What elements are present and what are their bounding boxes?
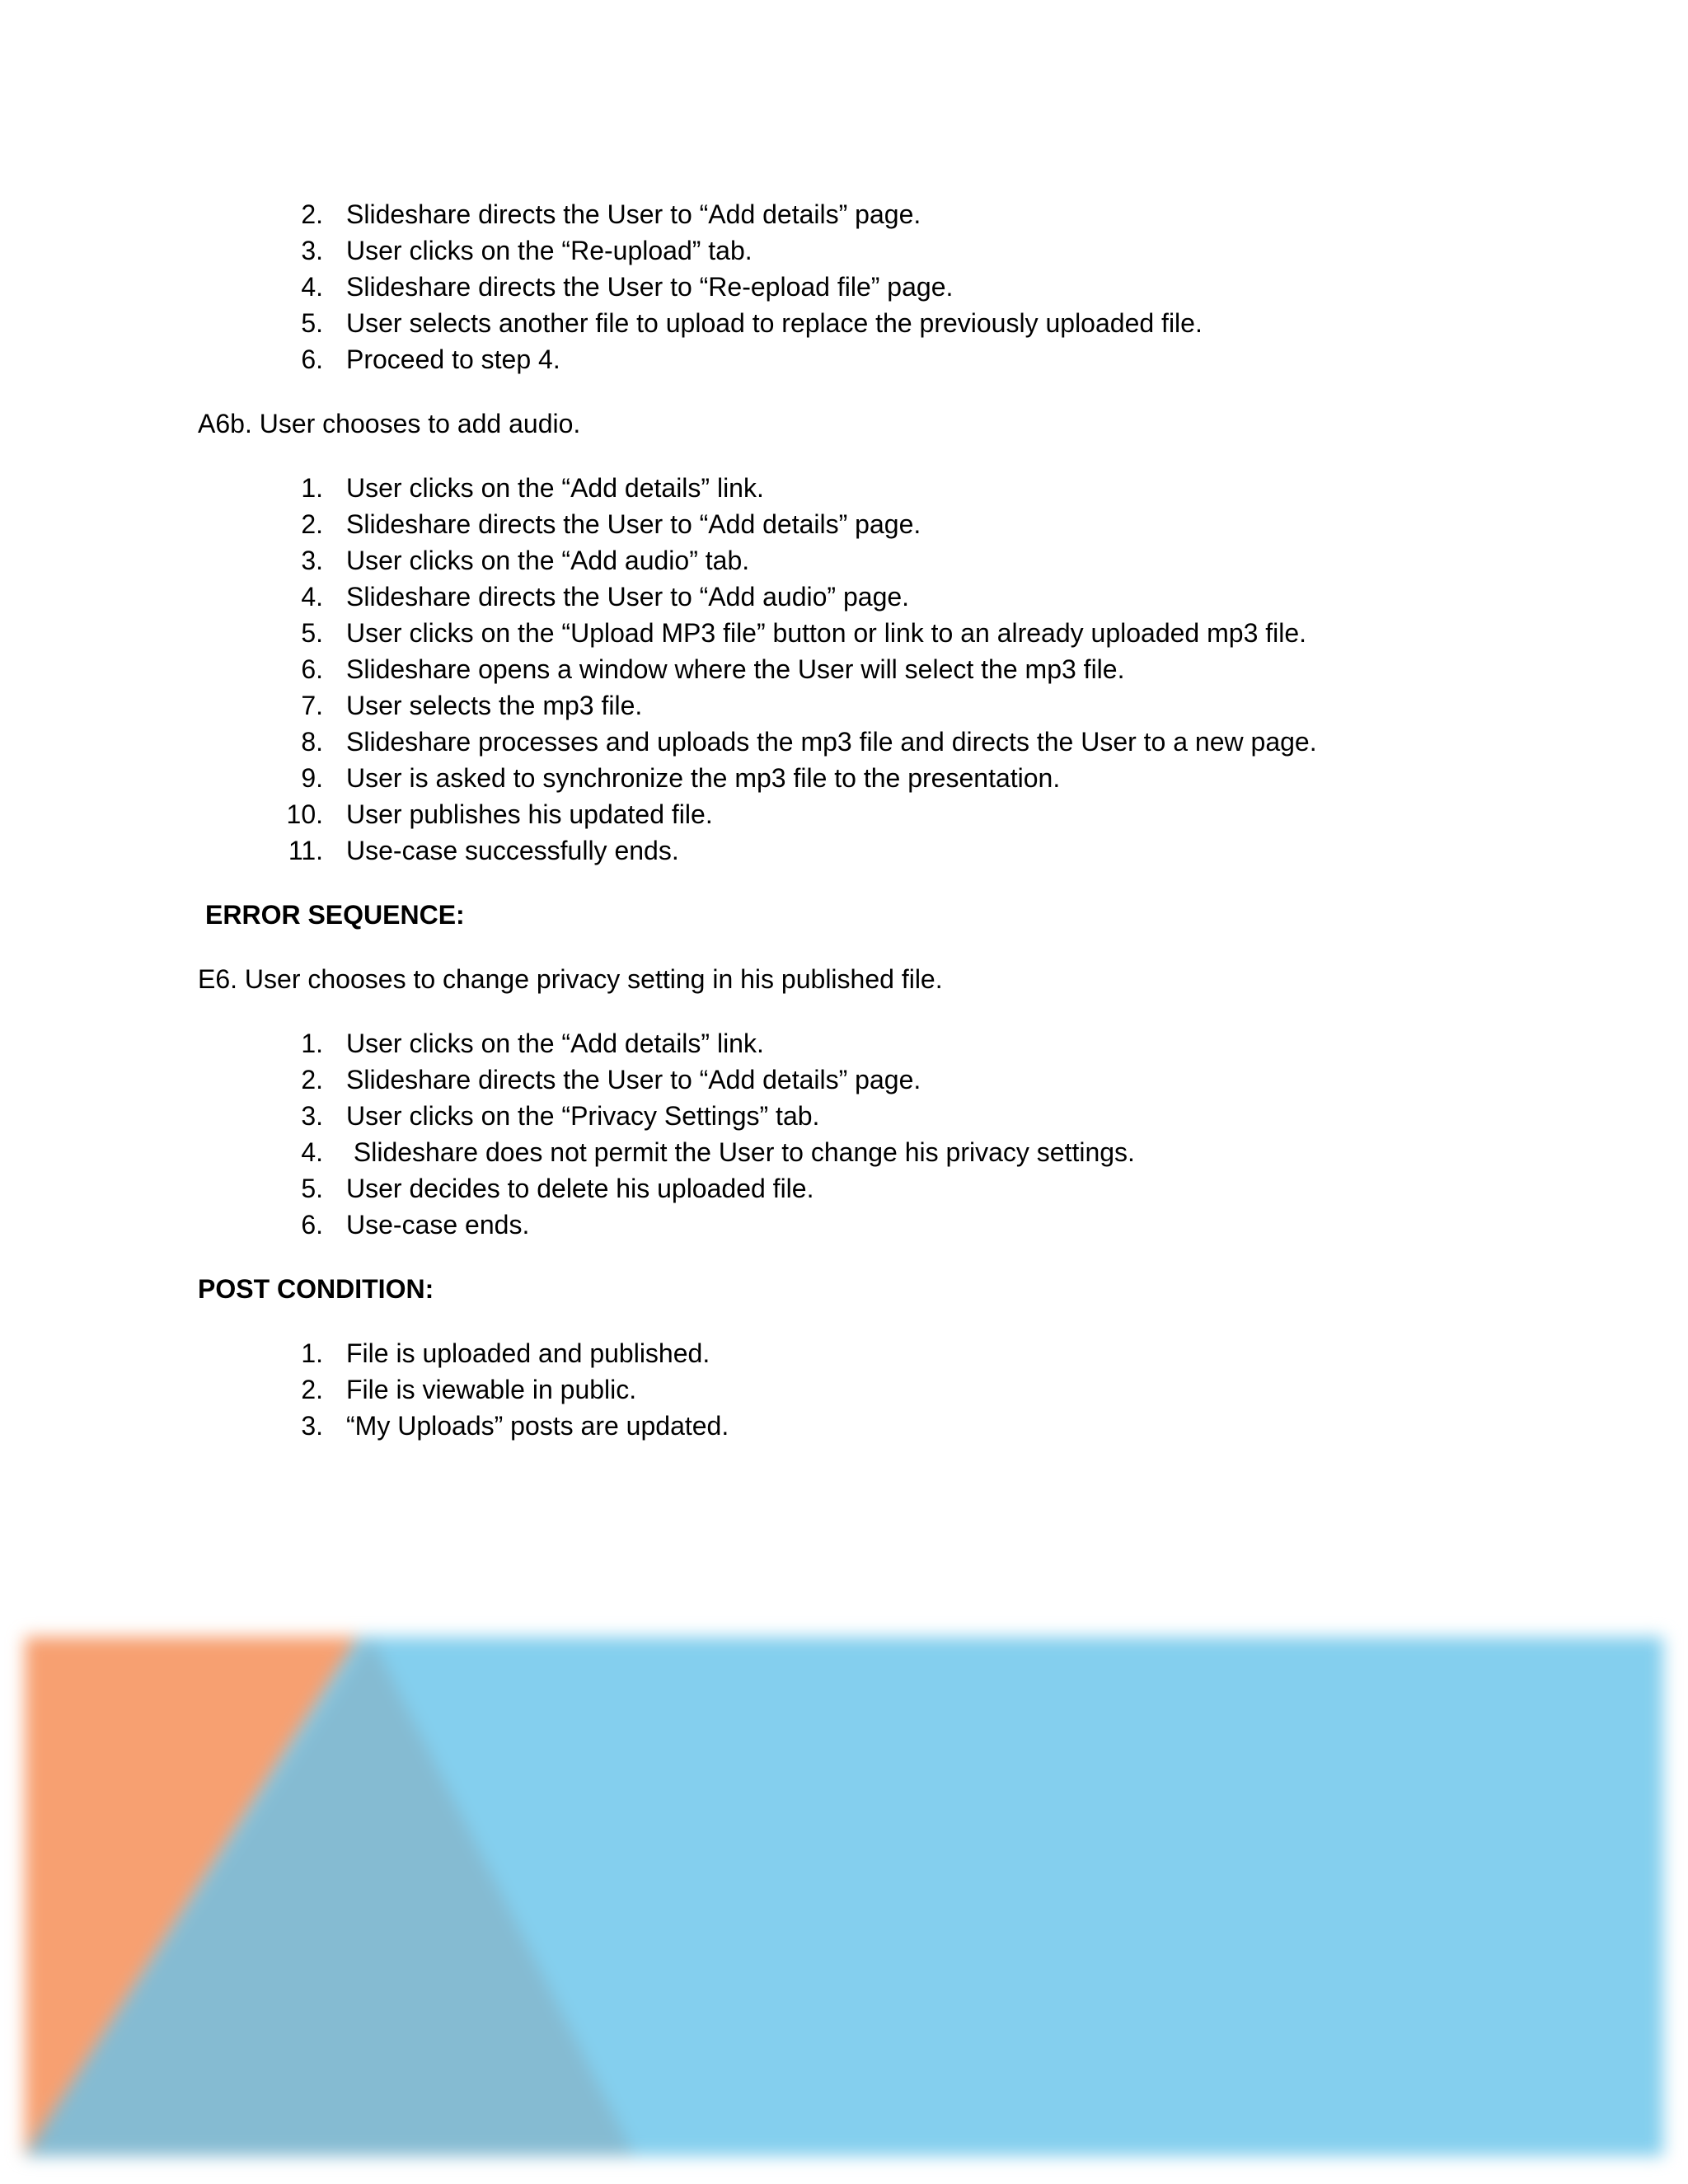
list-item <box>0 1408 1688 1444</box>
list-number: 1. <box>301 1029 323 1058</box>
list-number: 10. <box>286 799 323 829</box>
list-item <box>0 651 1688 687</box>
list-number: 11. <box>288 836 323 865</box>
list-number: 1. <box>301 473 323 503</box>
list-item <box>0 269 1688 305</box>
list-number: 5. <box>301 308 323 338</box>
list-item-text: User clicks on the “Add details” link. <box>346 473 764 503</box>
list-item-text: Use-case successfully ends. <box>346 836 679 865</box>
list-number: 9. <box>301 763 323 793</box>
list-item-text: User clicks on the “Add audio” tab. <box>346 546 750 575</box>
list-item <box>0 506 1688 542</box>
list-item-text: Slideshare directs the User to “Re-epload file” page. <box>346 272 954 302</box>
list-number: 8. <box>301 727 323 757</box>
list-item-text: User clicks on the “Privacy Settings” tab. <box>346 1101 820 1131</box>
list-number: 2. <box>301 1375 323 1404</box>
list-item <box>0 579 1688 615</box>
decorative-banner <box>25 1637 1663 2156</box>
list-item <box>0 1170 1688 1207</box>
list-item-text: User selects another file to upload to replace the previously uploaded file. <box>346 308 1203 338</box>
list-item-text: “My Uploads” posts are updated. <box>346 1411 729 1441</box>
list-item <box>0 1371 1688 1408</box>
list-item <box>0 1025 1688 1062</box>
list-item-text: User clicks on the “Upload MP3 file” button or link to an already uploaded mp3 file. <box>346 618 1307 648</box>
list-item <box>0 1207 1688 1243</box>
list-item-text: File is uploaded and published. <box>346 1338 710 1368</box>
list-item-text: User clicks on the “Re-upload” tab. <box>346 236 753 265</box>
list-number: 3. <box>301 236 323 265</box>
list-item <box>0 832 1688 869</box>
list-number: 2. <box>301 199 323 229</box>
list-item-text: Slideshare opens a window where the User will select the mp3 file. <box>346 654 1125 684</box>
list-item-text: Slideshare directs the User to “Add audio” page. <box>346 582 910 612</box>
list-number: 3. <box>301 1411 323 1441</box>
list-item <box>0 232 1688 269</box>
list-item-text: Slideshare directs the User to “Add details” page. <box>346 509 921 539</box>
list-item-text: User selects the mp3 file. <box>346 691 643 720</box>
list-item-text: File is viewable in public. <box>346 1375 637 1404</box>
list-item <box>0 687 1688 724</box>
list-number: 6. <box>301 1210 323 1240</box>
list-item <box>0 1335 1688 1371</box>
section-heading-a6b: A6b. User chooses to add audio. <box>198 409 581 438</box>
list-number: 4. <box>301 1137 323 1167</box>
list-item-text: Slideshare processes and uploads the mp3 file and directs the User to a new page. <box>346 727 1317 757</box>
list-number: 2. <box>301 509 323 539</box>
list-item-text: Slideshare directs the User to “Add details” page. <box>346 1065 921 1094</box>
list-item <box>0 305 1688 341</box>
list-item-text: User decides to delete his uploaded file. <box>346 1174 814 1203</box>
list-item-text: Use-case ends. <box>346 1210 530 1240</box>
list-item <box>0 760 1688 796</box>
list-number: 1. <box>301 1338 323 1368</box>
list-number: 4. <box>301 582 323 612</box>
list-item-text: User publishes his updated file. <box>346 799 713 829</box>
list-item-text: User is asked to synchronize the mp3 file to the presentation. <box>346 763 1061 793</box>
list-item <box>0 542 1688 579</box>
list-number: 3. <box>301 546 323 575</box>
list-item <box>0 796 1688 832</box>
list-number: 3. <box>301 1101 323 1131</box>
list-item <box>0 1098 1688 1134</box>
list-item <box>0 341 1688 377</box>
list-number: 7. <box>301 691 323 720</box>
list-item <box>0 724 1688 760</box>
list-item-text: Proceed to step 4. <box>346 344 560 374</box>
list-item-text: User clicks on the “Add details” link. <box>346 1029 764 1058</box>
list-item <box>0 1134 1688 1170</box>
list-number: 2. <box>301 1065 323 1094</box>
list-item-text: Slideshare directs the User to “Add details” page. <box>346 199 921 229</box>
list-number: 4. <box>301 272 323 302</box>
list-number: 6. <box>301 654 323 684</box>
section-heading-e6: E6. User chooses to change privacy setting in his published file. <box>198 964 943 994</box>
list-item <box>0 615 1688 651</box>
list-item <box>0 470 1688 506</box>
list-item-text: Slideshare does not permit the User to change his privacy settings. <box>346 1137 1135 1167</box>
list-number: 5. <box>301 618 323 648</box>
list-item <box>0 1062 1688 1098</box>
list-item <box>0 196 1688 232</box>
post-condition-heading: POST CONDITION: <box>198 1274 434 1304</box>
list-number: 6. <box>301 344 323 374</box>
list-number: 5. <box>301 1174 323 1203</box>
error-sequence-heading: ERROR SEQUENCE: <box>205 900 465 930</box>
